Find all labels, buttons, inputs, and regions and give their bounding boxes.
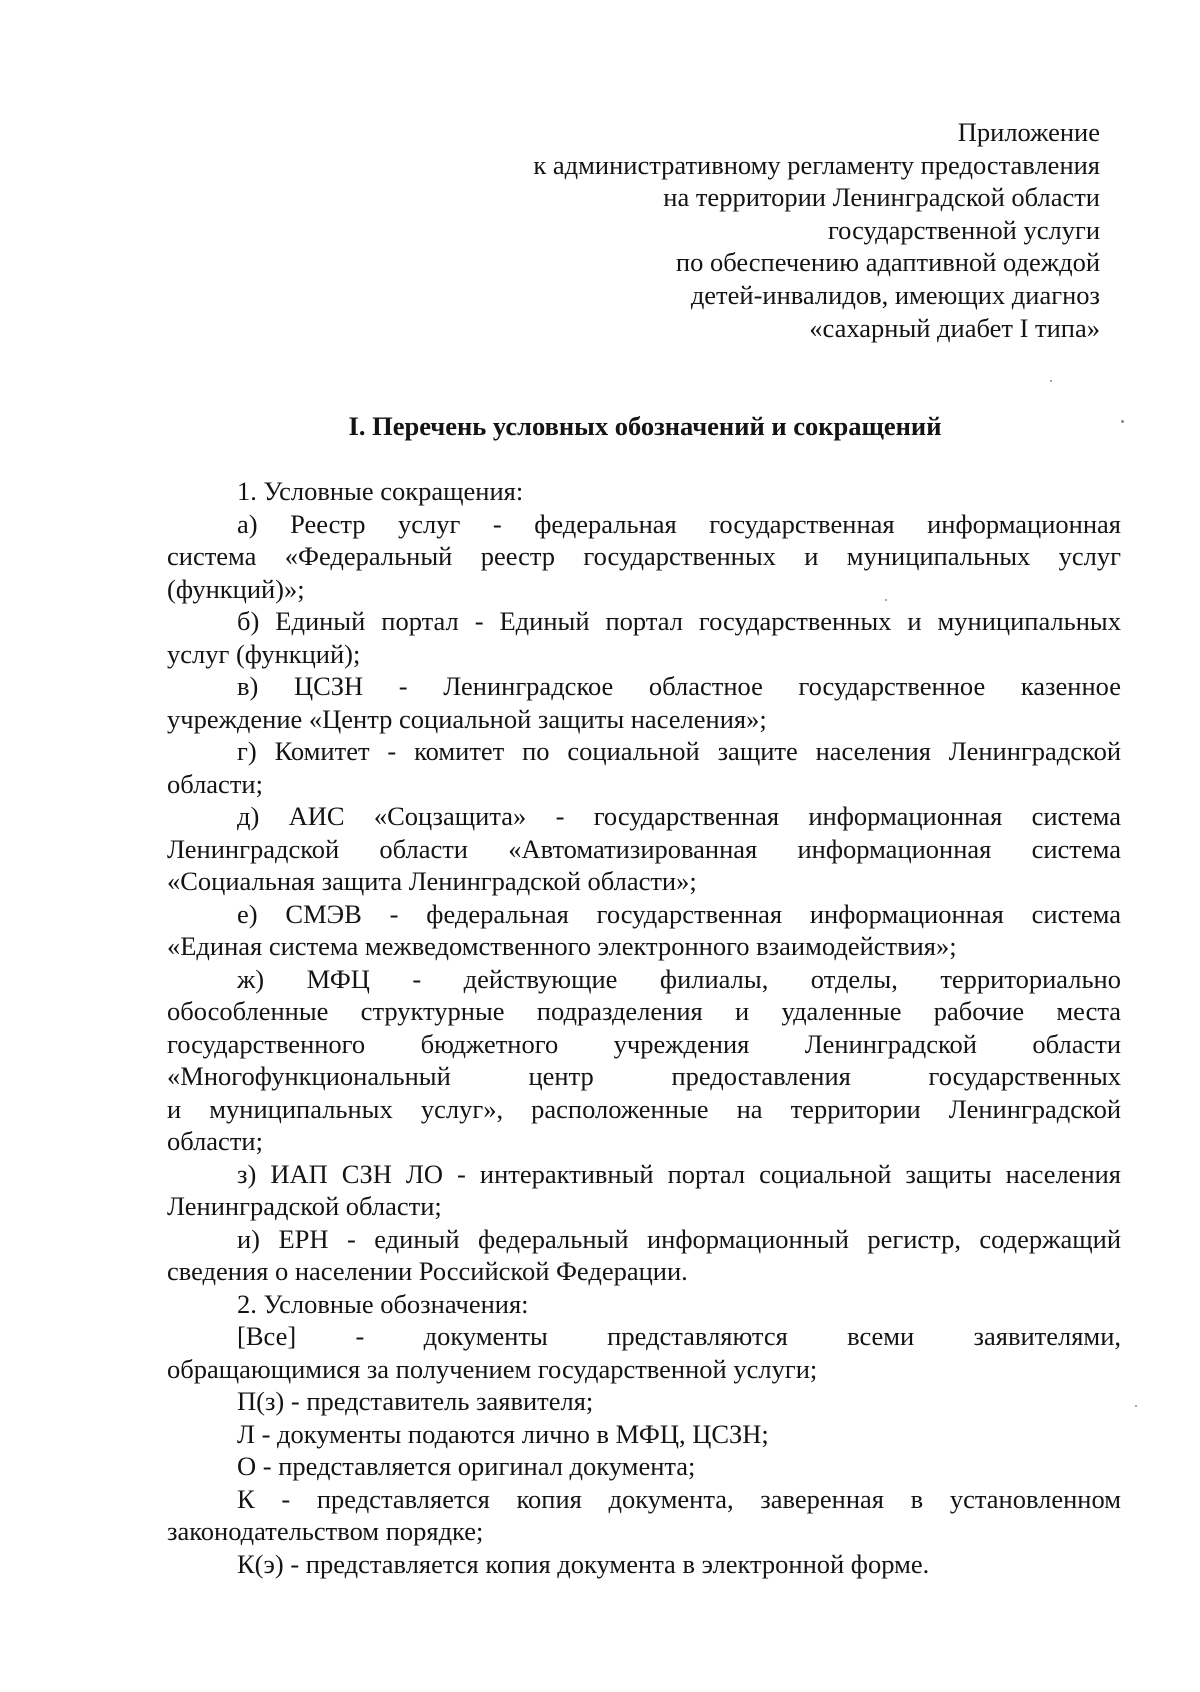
- abbreviation-item: [167, 605, 1121, 670]
- abbreviation-line: система «Федеральный реестр государственных и муниципальных услуг: [167, 541, 1121, 571]
- document-body: [167, 475, 1121, 1580]
- designation-item: [167, 1450, 1121, 1483]
- abbreviations-heading: 1. Условные сокращения:: [237, 476, 524, 506]
- scan-speck: [1050, 380, 1052, 382]
- appendix-header: [340, 116, 1100, 344]
- designation-line: П(з) - представитель заявителя;: [237, 1386, 594, 1416]
- abbreviation-item: [167, 735, 1121, 800]
- abbreviation-line: области;: [167, 1126, 263, 1156]
- designations-section: [167, 1288, 1121, 1581]
- designation-line: обращающимися за получением государственной услуги;: [167, 1353, 818, 1384]
- appendix-header-line: детей-инвалидов, имеющих диагноз: [690, 279, 1100, 310]
- abbreviation-item: [167, 1158, 1121, 1223]
- abbreviation-line: «Единая система межведомственного электронного взаимодействия»;: [167, 931, 957, 961]
- abbreviation-line: е) СМЭВ - федеральная государственная информационная система: [237, 898, 1121, 929]
- abbreviation-line: и муниципальных услуг», расположенные на территории Ленинградской: [167, 1093, 1121, 1124]
- abbreviation-line: обособленные структурные подразделения и удаленные рабочие места: [167, 996, 1121, 1026]
- scan-speck: [1135, 1405, 1137, 1407]
- designation-line: [Все] - документы представляются всеми заявителями,: [237, 1321, 1121, 1351]
- abbreviation-item: [167, 963, 1121, 1158]
- abbreviation-line: з) ИАП СЗН ЛО - интерактивный портал социальной защиты населения: [237, 1158, 1121, 1189]
- abbreviation-line: (функций)»;: [167, 573, 305, 604]
- abbreviation-line: услуг (функций);: [167, 638, 361, 669]
- abbreviation-item: [167, 898, 1121, 963]
- abbreviation-line: области;: [167, 768, 263, 799]
- abbreviation-line: государственного бюджетного учреждения Ленинградской области: [167, 1028, 1121, 1059]
- abbreviation-line: а) Реестр услуг - федеральная государственная информационная: [237, 508, 1121, 539]
- designation-item: [167, 1385, 1121, 1418]
- abbreviation-line: «Социальная защита Ленинградской области»;: [167, 866, 697, 896]
- abbreviation-line: г) Комитет - комитет по социальной защите населения Ленинградской: [237, 736, 1121, 766]
- appendix-header-line: «сахарный диабет I типа»: [809, 312, 1100, 343]
- abbreviation-line: сведения о населении Российской Федерации.: [167, 1256, 688, 1286]
- abbreviation-line: и) ЕРН - единый федеральный информационный регистр, содержащий: [237, 1223, 1121, 1254]
- abbreviation-line: Ленинградской области;: [167, 1191, 442, 1221]
- abbreviation-line: ж) МФЦ - действующие филиалы, отделы, территориально: [237, 963, 1121, 994]
- designation-line: О - представляется оригинал документа;: [237, 1451, 696, 1481]
- abbreviation-line: Ленинградской области «Автоматизированная информационная система: [167, 833, 1121, 864]
- scan-speck: [1121, 420, 1124, 423]
- appendix-header-line: по обеспечению адаптивной одеждой: [675, 247, 1100, 278]
- abbreviation-line: в) ЦСЗН - Ленинградское областное государственное казенное: [237, 671, 1121, 701]
- abbreviations-section: [167, 475, 1121, 1288]
- abbreviation-item: [167, 508, 1121, 606]
- designation-line: К - представляется копия документа, заверенная в установленном: [237, 1483, 1121, 1514]
- designations-heading: 2. Условные обозначения:: [237, 1288, 529, 1319]
- abbreviation-line: д) АИС «Соцзащита» - государственная информационная система: [237, 801, 1121, 831]
- abbreviation-line: б) Единый портал - Единый портал государственных и муниципальных: [237, 606, 1121, 636]
- designation-item: [167, 1418, 1121, 1451]
- designation-line: Л - документы подаются лично в МФЦ, ЦСЗН;: [237, 1418, 769, 1449]
- appendix-header-line: государственной услуги: [827, 214, 1100, 245]
- abbreviation-line: «Многофункциональный центр предоставления государственных: [167, 1061, 1121, 1091]
- designation-item: [167, 1548, 1121, 1581]
- designation-line: К(э) - представляется копия документа в электронной форме.: [237, 1548, 930, 1579]
- abbreviation-item: [167, 670, 1121, 735]
- scan-speck: [885, 599, 887, 601]
- abbreviation-item: [167, 800, 1121, 898]
- designation-item: [167, 1320, 1121, 1385]
- designation-item: [167, 1483, 1121, 1548]
- abbreviation-item: [167, 1223, 1121, 1288]
- designation-line: законодательством порядке;: [167, 1516, 484, 1546]
- section-title: I. Перечень условных обозначений и сокращений: [348, 411, 942, 441]
- appendix-header-line: на территории Ленинградской области: [663, 182, 1100, 213]
- appendix-header-line: к административному регламенту предоставления: [533, 149, 1100, 180]
- abbreviation-line: учреждение «Центр социальной защиты населения»;: [167, 703, 767, 734]
- appendix-header-line: Приложение: [957, 117, 1100, 147]
